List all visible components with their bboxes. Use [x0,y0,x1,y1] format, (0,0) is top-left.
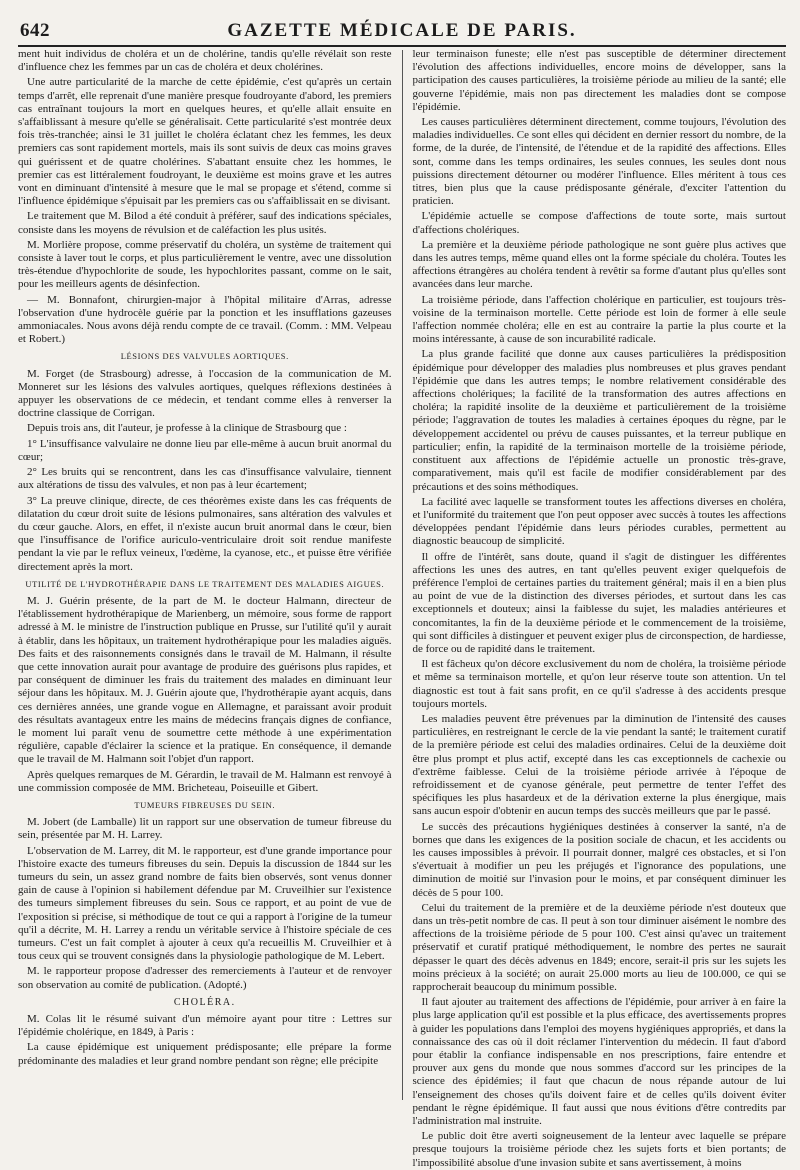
paragraph: Le public doit être averti soigneusement de la lenteur avec laquelle se prépare presque toujours la troisième période chez les sujets forts et bien portants; de l'impossibilité absolue d'une invasion subite et sans avertissement, à moins [412,1130,786,1169]
paragraph: Celui du traitement de la première et de la deuxième période n'est douteux que dans un très-petit nombre de cas. Il peut à son tour diminuer aisément le nombre des affections de la troisième période de 5 pour 100. C'est ainsi qu'avec un traitement préservatif et curatif pratiqué méthodiquement, le nombre des pertes ne saurait dépasser le quart des décès advenus en 1849; encore, serait-il pris sur les sujets les moins précieux à la société; on aurait 25.000 morts au lieu de 100.000, ce qui se rapprocherait beaucoup du minimum possible. [412,901,786,994]
paragraph: M. le rapporteur propose d'adresser des remerciements à l'auteur et de renvoyer son observation au comité de publication. (Adopté.) [18,965,392,991]
paragraph: La troisième période, dans l'affection cholérique en particulier, est toujours très-voisine de la terminaison mortelle. Cette période est loin de former à elle seule l'affection nommée choléra; elle en est au contraire la partie la plus courte et la moins intéressante, à cause de son incurabilité radicale. [412,293,786,346]
paragraph: M. J. Guérin présente, de la part de M. le docteur Halmann, directeur de l'établissement hydrothérapique de Marienberg, un mémoire, sous forme de rapport adressé à M. le ministre de l'instruction publique en Prusse, sur l'utilité qu'il y aurait à établir, dans les hôpitaux, un traitement hydrothérapique pour les maladies aiguës. Des faits et des raisonnements consignés dans le travail de M. Halmann, il résulte que cette innovation aurait pour avantage de produire des guérisons plus rapides, et par conséquent de diminuer les frais du traitement des malades en diminuant leur séjour dans les hôpitaux. M. J. Guérin ajoute que, l'hydrothérapie ayant acquis, dans ces dernières années, une grande vogue en Allemagne, et paraissant avoir produit des résultats avantageux entre les mains de médecins français dignes de confiance, le moment lui paraît venu de soumettre cette méthode à une expérimentation régulière, capable d'éclairer la science et la pratique. En conséquence, il demande que le travail de M. Halmann soit l'objet d'un rapport. [18,594,392,766]
paragraph: Depuis trois ans, dit l'auteur, je professe à la clinique de Strasbourg que : [27,422,347,435]
list-item: 1° L'insuffisance valvulaire ne donne lieu par elle-même à aucun bruit anormal du cœur; [18,437,392,463]
page-number: 642 [20,20,50,41]
paragraph: Le succès des précautions hygiéniques destinées à conserver la santé, n'a de bornes que dans les exigences de la position sociale de chacun, et les accidents ou les causes impossibles à prévoir. Il pourrait donner, malgré ces obstacles, et si l'on s'évertuait à modifier un peu les préjugés et l'ignorance des populations, une diminution de moitié sur l'invasion pour le moins, et par conséquent diminuer les décès de 5 pour 100. [412,820,786,899]
paragraph: Le traitement que M. Bilod a été conduit à préférer, sauf des indications spéciales, consiste dans les moyens de révulsion et de caléfaction les plus usités. [18,210,392,236]
text-columns [18,48,786,1169]
paragraph: Après quelques remarques de M. Gérardin, le travail de M. Halmann est renvoyé à une commission composée de MM. Bricheteau, Poiseuille et Gibert. [18,768,392,794]
paragraph: M. Colas lit le résumé suivant d'un mémoire ayant pour titre : Lettres sur l'épidémie cholérique, en 1849, à Paris : [18,1013,392,1039]
paragraph: Les causes particulières déterminent directement, comme toujours, l'évolution des maladies individuelles. Ce sont elles qui décident en dernier ressort du nombre, de la forme, de la durée, de l'intensité, de l'étendue et de la rapidité des affections. Elles sont, comme dans les temps ordinaires, les seules connues, les seules dont nous puissions directement détourner ou modérer l'influence. Elles méritent à tous ces titres, bien plus que la cause prédisposante générale, d'exciter l'attention du praticien. [412,116,786,208]
page-header [18,14,786,48]
section-heading-breast-tumors: TUMEURS FIBREUSES DU SEIN. [134,799,276,810]
section-heading-cholera: CHOLÉRA. [173,996,236,1008]
paragraph: La cause épidémique est uniquement prédisposante; elle prépare la forme prédominante des maladies et leur grand nombre pendant son règne; elle précipite [18,1041,392,1067]
paragraph: Il faut ajouter au traitement des affections de l'épidémie, pour arriver à en faire la plus large application qu'il est possible et la plus efficace, des avertissements propres à guider les populations dans l'emploi des moyens hygiéniques appropriés, et dans la connaissance des cas où il doit réclamer l'intervention du médecin. Il faut d'abord pour établir la confiance indispensable en nos prescriptions, faire entendre et prouver aux gens du monde que nous sommes d'accord sur les principes de la science des épidémies; il faut que chacun de nous répande autour de lui l'enseignement des choses qu'ils doivent faire et de celles qu'ils doivent éviter pendant le règne épidémique. Il faut aussi que nous évitions d'être contredits par l'administration mal instruite. [412,996,786,1128]
paragraph: ment huit individus de choléra et un de cholérine, tandis qu'elle révélait son reste d'influence chez les femmes par un cas de choléra et deux cholérines. [18,48,392,74]
paragraph: leur terminaison funeste; elle n'est pas susceptible de déterminer directement l'évolution des affections individuelles, encore moins de développer, sans la participation des causes particulières, la troisième période au milieu de la santé; elle gouverne l'épidémie, mais non pas directement les maladies dont se compose l'épidémie. [412,48,786,113]
right-column [412,48,786,1169]
paragraph: L'épidémie actuelle se compose d'affections de toute sorte, mais surtout d'affections cholériques. [412,210,786,236]
paragraph: Une autre particularité de la marche de cette épidémie, c'est qu'après un certain temps d'arrêt, elle reprenait d'une manière presque foudroyante d'abord, les premiers cas entraînant toujours la mort en quelques heures, et qu'elle allait ensuite en s'affaiblissant à mesure qu'elle se généralisait. Cette particularité s'est montrée deux fois très-tranchée; ainsi le 31 juillet le choléra éclatant chez les femmes, les deux premiers cas sont rapidement mortels, mais ils sont suivis de deux cas moins graves qui guérissent et de quatre cholérines. S'abattant ensuite chez les hommes, le premier cas est littéralement foudroyant, le deuxième est moins grave et les autres vont en diminuant d'intensité à mesure que le mal se propage et s'étend, comme si l'influence épidémique s'épuisait par les premiers cas ou s'affaiblissait en se divisant. [18,76,392,208]
paragraph: M. Morlière propose, comme préservatif du choléra, un système de traitement qui consiste à laver tout le corps, et plus particulièrement le ventre, avec une dissolution très-étendue d'hypochlorite de soude, les hypochlorites passant, comme on le sait, pour les meilleurs agents de désinfection. [18,238,392,291]
paragraph: Les maladies peuvent être prévenues par la diminution de l'intensité des causes particulières, en restreignant le cercle de la vie pendant la santé; le traitement curatif de la première période est celui des maladies ordinaires. Celui de la deuxième doit être plus prompt et plus actif, excepté dans les cas exceptionnels de cachexie ou d'extrême faiblesse. Celui de la troisième période arrivée à l'époque de refroidissement et de cyanose générale, peut permettre de tenter l'effet des spécifiques les plus hasardeux et de la dérivation externe la plus énergique, mais sans aucun espoir d'obtenir en aucun temps des succès meilleurs que par le passé. [412,712,786,818]
list-item: 3° La preuve clinique, directe, de ces théorèmes existe dans les cas fréquents de dilatation du cœur droit suite de lésions pulmonaires, sans altération des valvules et du cœur gauche. Alors, en effet, il n'existe aucun bruit anormal dans le cœur, bien que l'insuffisance de l'orifice auriculo-ventriculaire droit soit rendue manifeste pendant la vie par le reflux veineux, l'œdème, la cyanose, etc., et puisse être vérifiée directement après la mort. [18,494,392,573]
paragraph: L'observation de M. Larrey, dit M. le rapporteur, est d'une grande importance pour l'histoire exacte des tumeurs fibreuses du sein. Depuis la discussion de 1844 sur les tumeurs du sein, un assez grand nombre de faits bien observés, sont venus donner gain de cause à l'opinion si habilement défendue par M. Cruveilhier sur l'existence des tumeurs simplement fibreuses du sein. Sous ce rapport, et au point de vue de l'exposition si précise, si méthodique de tout ce qui a rapport à l'origine de la tumeur qu'il a décrite, M. H. Larrey a rendu un véritable service à l'histoire spéciale de ces tumeurs. C'est un fait complet à ajouter à ceux qu'a recueillis M. Cruveilhier et à tous ceux qui se trouvent consignés dans la physiologie pathologique de M. Lebert. [18,844,392,963]
column-divider [402,50,403,1100]
paragraph: M. Forget (de Strasbourg) adresse, à l'occasion de la communication de M. Monneret sur les lésions des valvules aortiques, quelques réflexions destinées à appuyer les observations de ce médecin, et tendant comme elles à renverser la doctrine classique de Corrigan. [18,367,392,420]
paragraph: La plus grande facilité que donne aux causes particulières la prédisposition épidémique pour développer des maladies plus nombreuses et plus graves pendant l'épidémie que dans les autres temps; le nombre relativement considérable des affections cholériques; la facilité de la transformation des autres affections en choléra; la rapidité insolite de la deuxième et particulièrement de la troisième période; l'aggravation de toutes les maladies à certaines époques du règne, par le développement accidentel ou prévu de causes puissantes, et la terreur publique en particulier; enfin, la rapidité de la terminaison mortelle de la troisième période, constituent aux affections de l'épidémie actuelle un pronostic très-grave, comparativement, mais qu'il est facile de modifier considérablement par des précautions et des soins méthodiques. [412,348,786,493]
paragraph: Il est fâcheux qu'on décore exclusivement du nom de choléra, la troisième période et même sa terminaison mortelle, et qu'on leur réserve toute son attention. Un tel diagnostic est tout à fait sans profit, en ce qu'il s'adresse à des accidents presque toujours mortels. [412,658,786,710]
left-column [18,48,392,1104]
paragraph: La facilité avec laquelle se transforment toutes les affections diverses en choléra, et l'uniformité du traitement que l'on peut opposer avec succès à toutes les affections développées pendant l'épidémie dans leurs périodes curables, permettent au diagnostic beaucoup de simplicité. [412,495,786,548]
paragraph: Il offre de l'intérêt, sans doute, quand il s'agit de distinguer les différentes affections les unes des autres, en tant qu'elles peuvent exiger quelquefois de préférence l'emploi de certaines parties du traitement général; mais il en a bien plus au point de vue de la distinction des diverses périodes, et surtout dans les cas exceptionnels et douteux; ainsi la faiblesse du sujet, les maladies antérieures et concomitantes, la fin de la deuxième période et le commencement de la troisième, qui sont difficiles à distinguer et peuvent exiger plus de circonspection, de hardiesse, de force ou de rapidité dans le traitement. [412,550,786,655]
header-rule [18,45,786,47]
paragraph: La première et la deuxième période pathologique ne sont guère plus actives que dans les autres temps, même quand elles ont la forme spéciale du choléra. Toutes les affections étrangères au choléra tendent à revêtir sa forme d'autant plus qu'elles sont avancées dans leur marche. [412,238,786,291]
section-heading-aortic-valves: LÉSIONS DES VALVULES AORTIQUES. [120,351,289,362]
paragraph: M. Jobert (de Lamballe) lit un rapport sur une observation de tumeur fibreuse du sein, présentée par M. H. Larrey. [18,816,392,842]
paragraph: — M. Bonnafont, chirurgien-major à l'hôpital militaire d'Arras, adresse l'observation d'une hydrocèle guérie par la ponction et les insufflations gazeuses ammoniacales. Nous avons déjà rendu compte de ce travail. (Comm. : MM. Velpeau et Robert.) [18,293,392,346]
section-heading-hydrotherapy: UTILITÉ DE L'HYDROTHÉRAPIE DANS LE TRAITEMENT DES MALADIES AIGUES. [25,578,385,589]
list-item: 2° Les bruits qui se rencontrent, dans les cas d'insuffisance valvulaire, tiennent aux altérations de tissu des valvules, et non pas à leur écartement; [18,466,392,492]
journal-title: GAZETTE MÉDICALE DE PARIS. [227,20,577,41]
